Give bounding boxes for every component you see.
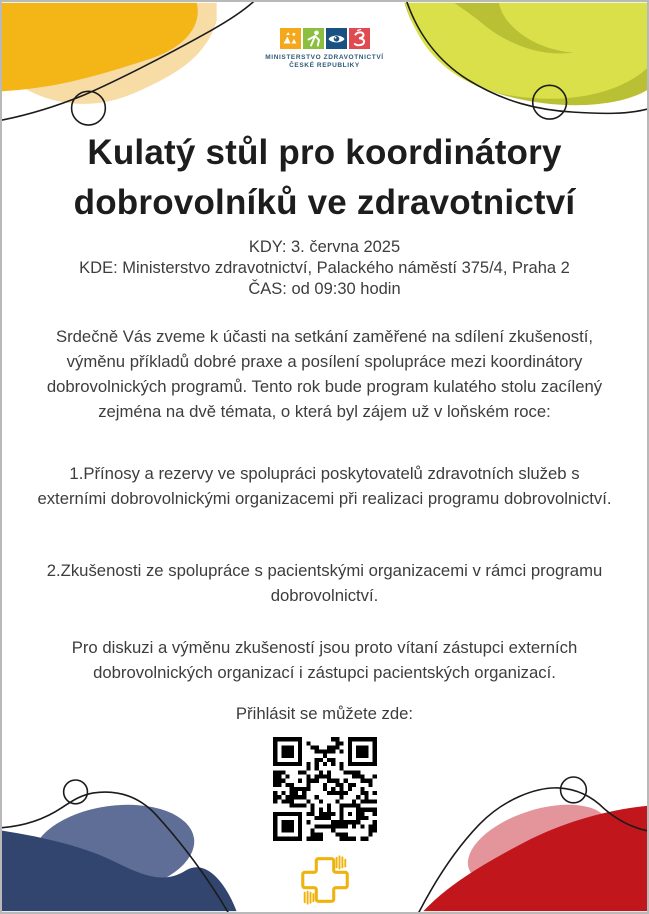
poster-title-line1: Kulatý stůl pro koordinátory — [87, 133, 562, 172]
event-details — [2, 237, 647, 300]
logo-tile-eye-icon — [326, 28, 347, 49]
squiggle-loop-top-right — [533, 85, 567, 119]
intro-paragraph: Srdečně Vás zveme k účasti na setkání zaměřené na sdílení zkušeností, výměnu příkladů dobré praxe a posílení spolupráce mezi koordinátory dobrovolnických programů. Tento rok bude program kulatého stolu zacílený zejména na dvě témata, o která byl zájem už v loňském roce: — [46, 327, 603, 421]
poster-title-line2: dobrovolníků ve zdravotnictví — [73, 183, 576, 222]
poster-title — [2, 128, 647, 228]
medical-cross-icon — [2, 851, 647, 914]
ministry-name — [2, 54, 647, 70]
logo-tiles — [2, 28, 647, 49]
qr-code-wrap — [2, 733, 647, 850]
ministry-name-line1: MINISTERSTVO ZDRAVOTNICTVÍ — [265, 54, 384, 61]
event-venue: KDE: Ministerstvo zdravotnictví, Palackého náměstí 375/4, Praha 2 — [79, 259, 570, 277]
ministry-name-line2: ČESKÉ REPUBLIKY — [289, 62, 360, 69]
logo-tile-shapes-icon — [280, 28, 301, 49]
event-time: ČAS: od 09:30 hodin — [248, 280, 401, 298]
qr-caption: Přihlásit se můžete zde: — [235, 704, 414, 723]
logo-tile-script-icon — [349, 28, 370, 49]
topic-item-2: 2.Zkušenosti ze spolupráce s pacientskými organizacemi v rámci programu dobrovolnictví. — [46, 561, 603, 605]
ministry-logo — [2, 28, 647, 70]
logo-tile-person-icon — [303, 28, 324, 49]
topic-item-1: 1.Přínosy a rezervy ve spolupráci poskytovatelů zdravotních služeb s externími dobrovolnickými organizacemi při realizaci programu dobrovolnictví. — [37, 464, 612, 508]
event-date: KDY: 3. června 2025 — [248, 238, 401, 256]
squiggle-loop-top-left — [72, 91, 106, 125]
qr-code[interactable] — [269, 733, 381, 845]
outro-paragraph: Pro diskuzi a výměnu zkušeností jsou proto vítaní zástupci externích dobrovolnických organizací i zástupci pacientských organizací. — [71, 638, 578, 682]
